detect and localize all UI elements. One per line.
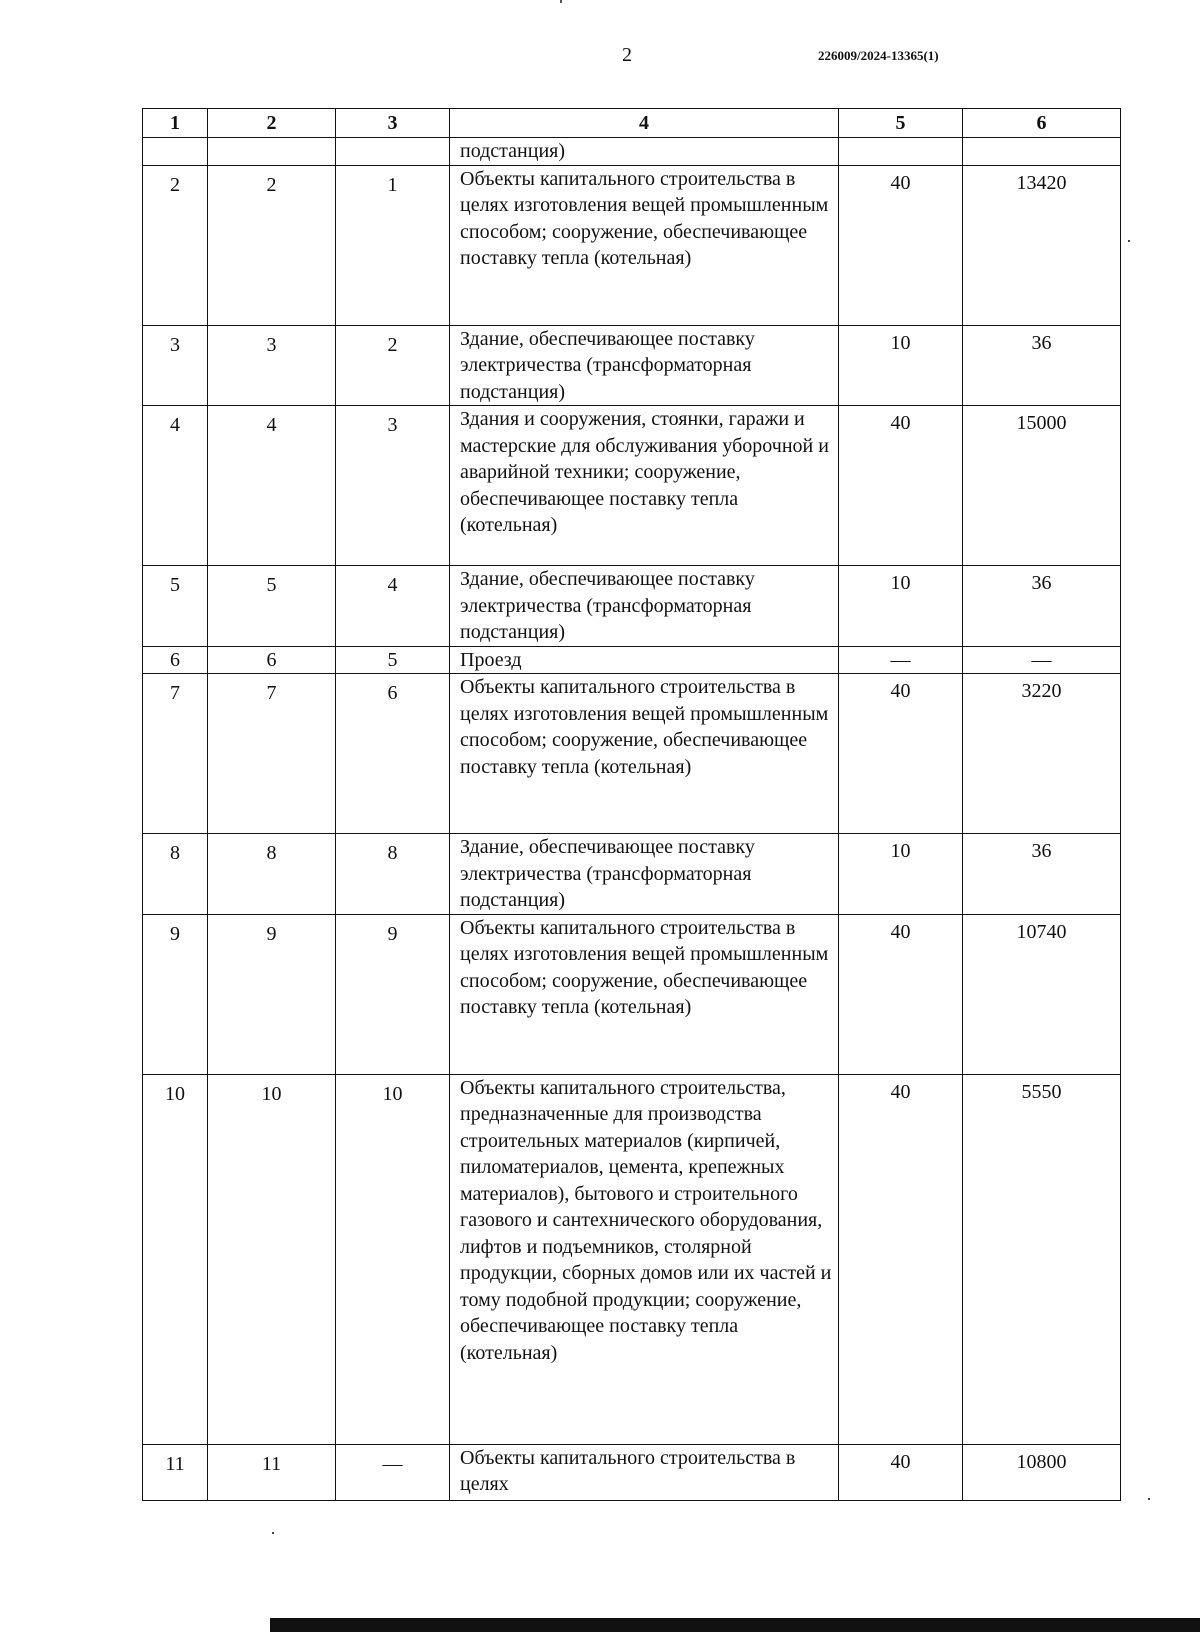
table-header-row: [143, 109, 1121, 138]
column-header: 3: [336, 109, 450, 138]
table-row: [143, 646, 1121, 674]
table-row: [143, 138, 1121, 166]
cell-col6: 36: [963, 834, 1121, 915]
table-row: [143, 674, 1121, 834]
column-header: 4: [450, 109, 839, 138]
cell-col6: 13420: [963, 165, 1121, 325]
cell-col4: подстанция): [450, 138, 839, 166]
column-header: 2: [208, 109, 336, 138]
cell-col6: —: [963, 646, 1121, 674]
cell-col4: Объекты капитального строительства в целях изготовления вещей промышленным способом; сооружение, обеспечивающее поставку тепла (котельная): [450, 674, 839, 834]
cell-col6: 5550: [963, 1074, 1121, 1444]
column-header: 1: [143, 109, 208, 138]
cell-col3: 2: [336, 325, 450, 406]
cell-col1: 5: [143, 566, 208, 647]
cell-col2: 11: [208, 1444, 336, 1500]
cell-col5: 40: [839, 914, 963, 1074]
cell-col4: Объекты капитального строительства в целях изготовления вещей промышленным способом; сооружение, обеспечивающее поставку тепла (котельная): [450, 165, 839, 325]
cell-col5: [839, 138, 963, 166]
cell-col1: 7: [143, 674, 208, 834]
table-row: [143, 834, 1121, 915]
cell-col1: 2: [143, 165, 208, 325]
cell-col6: [963, 138, 1121, 166]
table-row: [143, 566, 1121, 647]
cell-col4: Объекты капитального строительства, предназначенные для производства строительных материалов (кирпичей, пиломатериалов, цемента, крепежных материалов), бытового и строительного газового и сантехнического оборудования, лифтов и подъемников, столярной продукции, сборных домов или их частей и тому подобной продукции; сооружение, обеспечивающее поставку тепла (котельная): [450, 1074, 839, 1444]
cell-col5: 40: [839, 165, 963, 325]
cell-col4: Здание, обеспечивающее поставку электричества (трансформаторная подстанция): [450, 834, 839, 915]
cell-col3: 6: [336, 674, 450, 834]
scan-speck: [1148, 1498, 1150, 1500]
cell-col3: 5: [336, 646, 450, 674]
cell-col2: 6: [208, 646, 336, 674]
cell-col6: 3220: [963, 674, 1121, 834]
scan-speck: [272, 1532, 274, 1534]
cell-col1: 3: [143, 325, 208, 406]
cell-col3: 8: [336, 834, 450, 915]
cell-col5: 40: [839, 1074, 963, 1444]
column-header: 6: [963, 109, 1121, 138]
table-row: [143, 914, 1121, 1074]
cell-col4: Здания и сооружения, стоянки, гаражи и мастерские для обслуживания уборочной и аварийной техники; сооружение, обеспечивающее поставку тепла (котельная): [450, 406, 839, 566]
cell-col1: 11: [143, 1444, 208, 1500]
scan-edge-bar: [270, 1618, 1200, 1632]
cell-col1: 9: [143, 914, 208, 1074]
cell-col2: 7: [208, 674, 336, 834]
cell-col6: 36: [963, 566, 1121, 647]
cell-col2: 2: [208, 165, 336, 325]
cell-col3: 4: [336, 566, 450, 647]
cell-col2: 10: [208, 1074, 336, 1444]
cell-col6: 10740: [963, 914, 1121, 1074]
cell-col1: 6: [143, 646, 208, 674]
cell-col2: 5: [208, 566, 336, 647]
cell-col4: Здание, обеспечивающее поставку электричества (трансформаторная подстанция): [450, 325, 839, 406]
table-row: [143, 406, 1121, 566]
cell-col5: 40: [839, 406, 963, 566]
cell-col1: 10: [143, 1074, 208, 1444]
cell-col1: [143, 138, 208, 166]
table-row: [143, 325, 1121, 406]
cell-col5: 40: [839, 674, 963, 834]
cell-col3: 1: [336, 165, 450, 325]
cell-col4: Объекты капитального строительства в целях: [450, 1444, 839, 1500]
page-number: 2: [622, 44, 632, 66]
cell-col1: 4: [143, 406, 208, 566]
cell-col2: [208, 138, 336, 166]
cell-col4: Здание, обеспечивающее поставку электричества (трансформаторная подстанция): [450, 566, 839, 647]
document-number: 226009/2024-13365(1): [818, 48, 939, 63]
cell-col5: 10: [839, 834, 963, 915]
scan-mark: [560, 0, 562, 3]
cell-col5: —: [839, 646, 963, 674]
table-row: [143, 1074, 1121, 1444]
cell-col5: 10: [839, 325, 963, 406]
cell-col4: Проезд: [450, 646, 839, 674]
cell-col3: —: [336, 1444, 450, 1500]
cell-col2: 8: [208, 834, 336, 915]
table-row: [143, 165, 1121, 325]
cell-col3: 10: [336, 1074, 450, 1444]
cell-col2: 9: [208, 914, 336, 1074]
cell-col5: 10: [839, 566, 963, 647]
scan-speck: [1128, 240, 1130, 242]
cell-col3: 9: [336, 914, 450, 1074]
cell-col6: 15000: [963, 406, 1121, 566]
cell-col3: 3: [336, 406, 450, 566]
cell-col4: Объекты капитального строительства в целях изготовления вещей промышленным способом; сооружение, обеспечивающее поставку тепла (котельная): [450, 914, 839, 1074]
table-row: [143, 1444, 1121, 1500]
cell-col1: 8: [143, 834, 208, 915]
cell-col2: 4: [208, 406, 336, 566]
document-table: [142, 108, 1120, 1501]
cell-col2: 3: [208, 325, 336, 406]
cell-col3: [336, 138, 450, 166]
column-header: 5: [839, 109, 963, 138]
cell-col6: 10800: [963, 1444, 1121, 1500]
cell-col6: 36: [963, 325, 1121, 406]
cell-col5: 40: [839, 1444, 963, 1500]
